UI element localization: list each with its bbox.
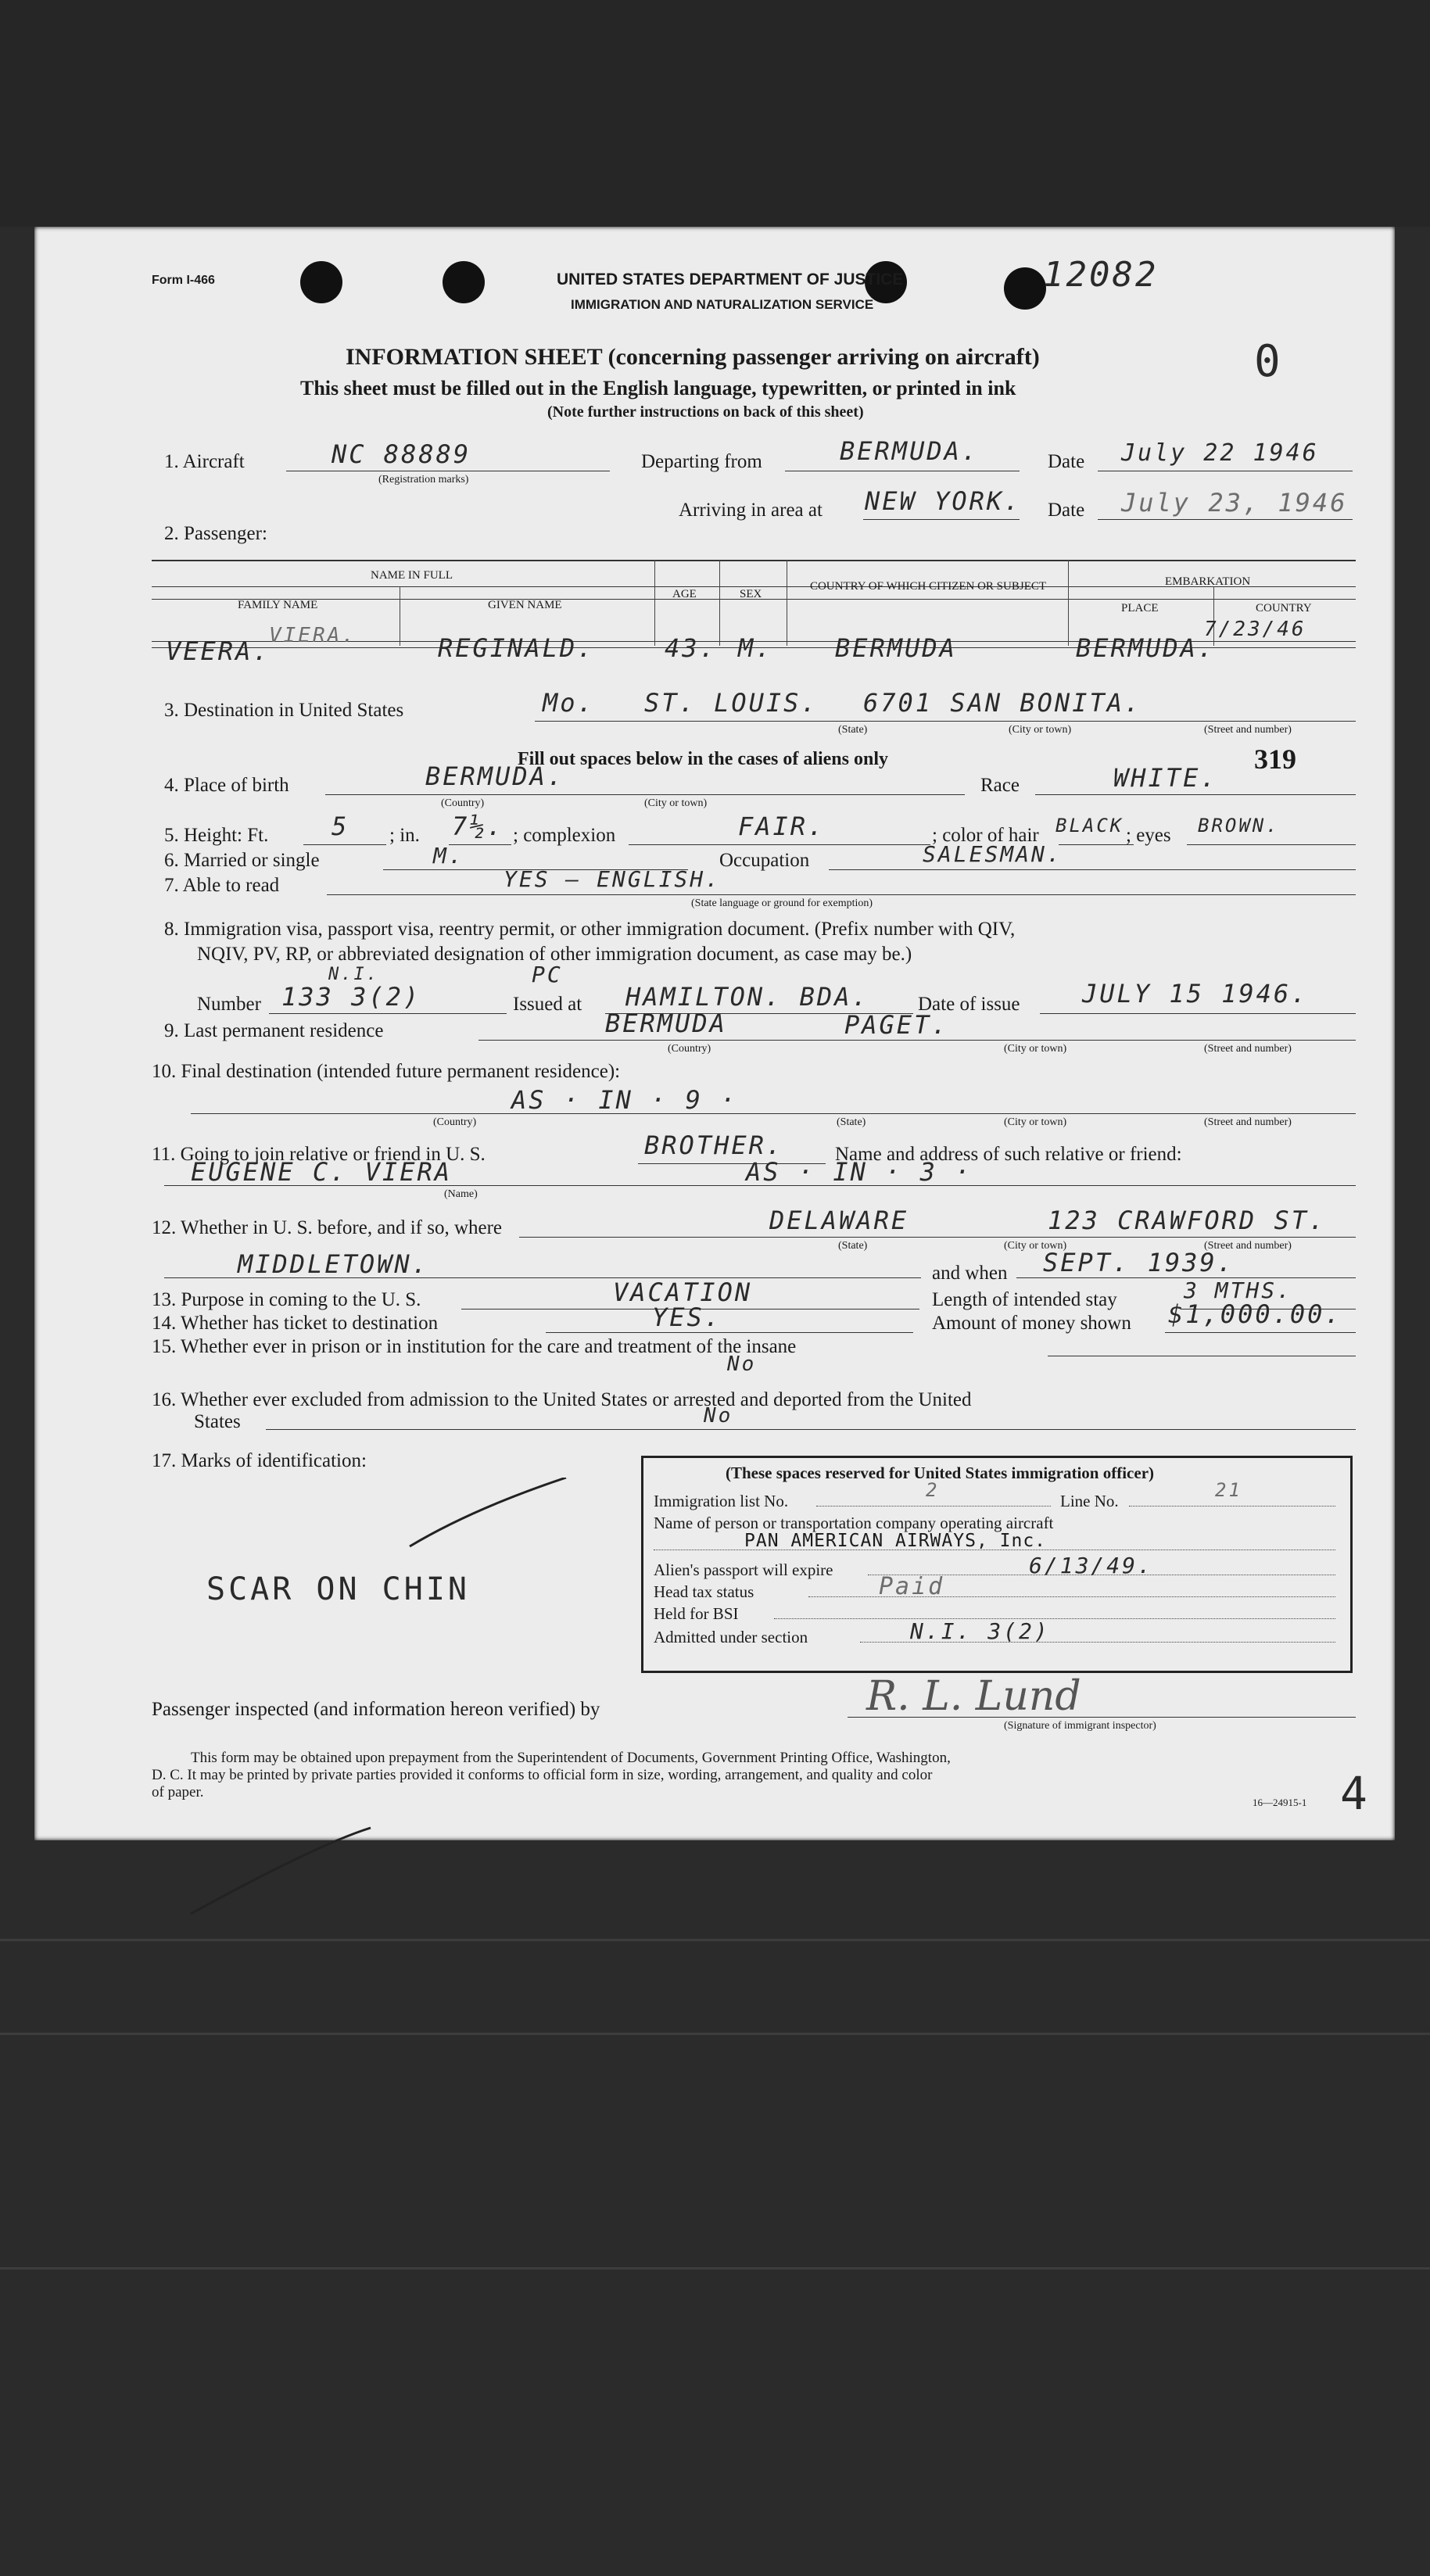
read-label: 7. Able to read [164, 875, 280, 896]
name-address-label: Name and address of such relative or friend: [835, 1144, 1182, 1165]
city-caption: (City or town) [1004, 1116, 1067, 1128]
operator-value: PAN AMERICAN AIRWAYS, Inc. [744, 1531, 1047, 1551]
city-caption: (City or town) [1004, 1043, 1067, 1055]
punch-hole [443, 261, 485, 303]
issued-at-value: HAMILTON. BDA. [625, 982, 869, 1012]
height-label: 5. Height: Ft. [164, 825, 269, 846]
married-value: M. [433, 843, 464, 869]
place-header: PLACE [1121, 602, 1159, 614]
form-number: Form I-466 [152, 274, 215, 287]
join-address: AS · IN · 3 · [746, 1157, 973, 1187]
embark-date: 7/23/46 [1204, 618, 1306, 641]
number-label: Number [197, 994, 261, 1015]
film-line [0, 1939, 1430, 1941]
eyes-label: ; eyes [1126, 825, 1171, 846]
hair-label: ; color of hair [932, 825, 1039, 846]
street-caption: (Street and number) [1204, 1240, 1292, 1252]
complexion-value: FAIR. [738, 811, 826, 841]
date-of-issue-label: Date of issue [918, 994, 1020, 1015]
family-name-correction: VIERA. [269, 624, 357, 647]
registration-caption: (Registration marks) [378, 474, 469, 485]
line-no-label: Line No. [1060, 1492, 1119, 1510]
depart-date: July 22 1946 [1121, 439, 1319, 467]
occupation-value: SALESMAN. [923, 841, 1063, 867]
prison-value: No [727, 1352, 757, 1376]
footer-code: 16—24915-1 [1253, 1797, 1307, 1808]
occupation-label: Occupation [719, 850, 810, 871]
arriving-label: Arriving in area at [679, 500, 823, 521]
arriving-value: NEW YORK. [865, 486, 1022, 516]
signature-caption: (Signature of immigrant inspector) [1004, 1720, 1156, 1732]
length-label: Length of intended stay [932, 1289, 1117, 1310]
join-relation: BROTHER. [644, 1130, 784, 1160]
before-state: DELAWARE [769, 1206, 909, 1235]
sheet-mark: 0 [1254, 336, 1283, 387]
file-number: 12082 [1043, 255, 1159, 295]
money-value: $1,000.00. [1168, 1299, 1342, 1329]
name-in-full-header: NAME IN FULL [371, 569, 453, 582]
race-value: WHITE. [1113, 763, 1218, 793]
officer-heading: (These spaces reserved for United States immigration officer) [726, 1464, 1155, 1482]
country-caption: (Country) [668, 1043, 711, 1055]
aircraft-value: NC 88889 [332, 439, 471, 469]
footer-text-3: of paper. [152, 1784, 204, 1800]
complexion-label: ; complexion [513, 825, 616, 846]
last-res-city: PAGET. [844, 1010, 949, 1040]
last-res-country: BERMUDA [605, 1009, 727, 1038]
birth-country: BERMUDA. [425, 761, 565, 791]
passport-label: Alien's passport will expire [654, 1560, 833, 1579]
state-caption: (State) [838, 1240, 868, 1252]
money-label: Amount of money shown [932, 1313, 1131, 1334]
before-street: 123 CRAWFORD ST. [1048, 1206, 1327, 1235]
arrive-date-label: Date [1048, 500, 1085, 521]
ticket-value: YES. [652, 1302, 722, 1332]
birth-label: 4. Place of birth [164, 775, 289, 796]
visa-label-2: NQIV, PV, RP, or abbreviated designation of other immigration document, as case may be.) [197, 944, 912, 965]
passenger-label: 2. Passenger: [164, 523, 267, 544]
visa-label-1: 8. Immigration visa, passport visa, reentry permit, or other immigration document. (Prefix number with QIV, [164, 919, 1016, 940]
visa-prefix: N.I. [328, 965, 379, 984]
departing-value: BERMUDA. [840, 436, 980, 466]
age-value: 43. [665, 633, 717, 663]
service-name: IMMIGRATION AND NATURALIZATION SERVICE [571, 297, 874, 312]
inspected-label: Passenger inspected (and information hereon verified) by [152, 1699, 600, 1720]
department-name: UNITED STATES DEPARTMENT OF JUSTICE [557, 270, 904, 288]
dest-street: 6701 SAN BONITA. [863, 688, 1142, 718]
date-label: Date [1048, 451, 1085, 472]
join-name: EUGENE C. VIERA [191, 1157, 452, 1187]
ticket-label: 14. Whether has ticket to destination [152, 1313, 439, 1334]
family-name-header: FAMILY NAME [238, 599, 318, 611]
film-border-top [0, 0, 1430, 227]
before-label: 12. Whether in U. S. before, and if so, where [152, 1217, 503, 1238]
punch-hole [1004, 267, 1046, 310]
hair-value: BLACK [1055, 815, 1124, 837]
line-no-value: 21 [1215, 1479, 1242, 1501]
dest-city: ST. LOUIS. [644, 688, 819, 718]
sex-value: M. [738, 633, 773, 663]
final-destination-label: 10. Final destination (intended future permanent residence): [152, 1061, 621, 1082]
read-value: YES — ENGLISH. [504, 866, 722, 892]
excluded-label-2: States [194, 1411, 241, 1432]
embark-place: BERMUDA. [1076, 633, 1216, 663]
citizen-value: BERMUDA [835, 633, 957, 663]
street-caption: (Street and number) [1204, 1043, 1292, 1055]
passport-value: 6/13/49. [1029, 1553, 1153, 1578]
name-caption: (Name) [444, 1188, 478, 1200]
country-caption: (Country) [441, 797, 485, 809]
issue-date: JULY 15 1946. [1082, 979, 1309, 1009]
information-sheet [34, 227, 1395, 1840]
list-no-label: Immigration list No. [654, 1492, 789, 1510]
form-subtitle: This sheet must be filled out in the English language, typewritten, or printed in ink [300, 377, 1016, 399]
visa-number: 133 3(2) [281, 982, 421, 1012]
country-caption: (Country) [433, 1116, 477, 1128]
admitted-label: Admitted under section [654, 1628, 808, 1646]
punch-hole [300, 261, 342, 303]
stamp-number: 319 [1254, 743, 1296, 775]
marks-value: SCAR ON CHIN [206, 1571, 470, 1607]
operator-label: Name of person or transportation company operating aircraft [654, 1514, 1054, 1532]
eyes-value: BROWN. [1198, 815, 1280, 837]
identification-strokes [175, 1478, 582, 1915]
marks-label: 17. Marks of identification: [152, 1450, 367, 1471]
departing-label: Departing from [641, 451, 762, 472]
before-when: SEPT. 1939. [1043, 1248, 1235, 1277]
given-name-header: GIVEN NAME [488, 599, 562, 611]
given-name: REGINALD. [438, 633, 595, 663]
race-label: Race [980, 775, 1020, 796]
purpose-label: 13. Purpose in coming to the U. S. [152, 1289, 421, 1310]
prison-label: 15. Whether ever in prison or in institution for the care and treatment of the insane [152, 1336, 797, 1357]
married-label: 6. Married or single [164, 850, 320, 871]
destination-label: 3. Destination in United States [164, 700, 404, 721]
stay-value: 3 MTHS. [1184, 1277, 1293, 1303]
aircraft-label: 1. Aircraft [164, 451, 245, 472]
arrive-date: July 23, 1946 [1121, 488, 1348, 518]
form-note: (Note further instructions on back of this sheet) [547, 403, 864, 421]
excluded-value: No [704, 1404, 733, 1428]
state-caption: (State) [837, 1116, 866, 1128]
film-line [0, 2267, 1430, 2270]
in-label: ; in. [389, 825, 420, 846]
dest-state: Mo. [543, 688, 595, 718]
family-name: VEERA. [166, 636, 271, 666]
country-header: COUNTRY [1256, 602, 1312, 614]
age-header: AGE [672, 588, 697, 600]
city-caption: (City or town) [1004, 1240, 1067, 1252]
issued-at-label: Issued at [513, 994, 582, 1015]
aliens-only-note: Fill out spaces below in the cases of aliens only [518, 749, 889, 769]
list-no-value: 2 [926, 1479, 940, 1501]
language-caption: (State language or ground for exemption) [691, 897, 873, 909]
inspector-signature: R. L. Lund [866, 1673, 1081, 1720]
footer-text-2: D. C. It may be printed by private parties provided it conforms to official form in size, wording, arrangement, and quality and color [152, 1767, 933, 1783]
bsi-label: Held for BSI [654, 1604, 739, 1623]
citizen-header: COUNTRY OF WHICH CITIZEN OR SUBJECT [809, 580, 1047, 593]
final-destination-value: AS · IN · 9 · [511, 1085, 738, 1115]
footer-text-1: This form may be obtained upon prepayment from the Superintendent of Documents, Government Printing Office, Washington, [191, 1750, 951, 1766]
admitted-value: N.I. 3(2) [910, 1618, 1050, 1644]
issued-prefix: PC [532, 962, 563, 987]
excluded-label-1: 16. Whether ever excluded from admission to the United States or arrested and deported from the United [152, 1389, 972, 1410]
join-label: 11. Going to join relative or friend in U. S. [152, 1144, 486, 1165]
height-in: 7½. [452, 811, 504, 841]
before-city: MIDDLETOWN. [238, 1249, 429, 1279]
height-ft: 5 [332, 811, 349, 841]
embarkation-header: EMBARKATION [1165, 575, 1251, 588]
and-when-label: and when [932, 1263, 1008, 1284]
street-caption: (Street and number) [1204, 724, 1292, 736]
form-title: INFORMATION SHEET (concerning passenger arriving on aircraft) [346, 344, 1040, 370]
purpose-value: VACATION [613, 1277, 753, 1307]
page-mark: 4 [1340, 1767, 1370, 1820]
state-caption: (State) [838, 724, 868, 736]
head-tax-label: Head tax status [654, 1582, 754, 1601]
film-line [0, 2033, 1430, 2035]
city-caption: (City or town) [644, 797, 708, 809]
city-caption: (City or town) [1009, 724, 1072, 736]
head-tax-value: Paid [879, 1573, 945, 1600]
street-caption: (Street and number) [1204, 1116, 1292, 1128]
last-residence-label: 9. Last permanent residence [164, 1020, 384, 1041]
sex-header: SEX [740, 588, 762, 600]
